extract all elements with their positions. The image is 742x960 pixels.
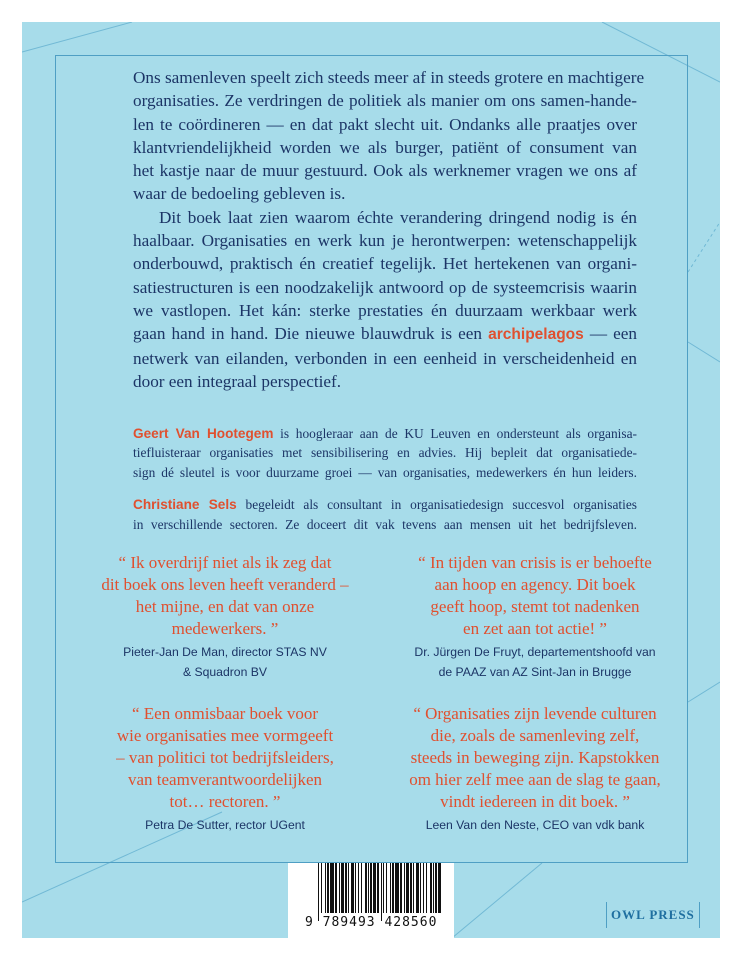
- blurb-line: satiestructuren is een noodzakelijk antwoord op de systeemcrisis waarin: [133, 277, 637, 297]
- isbn-barcode: [288, 863, 454, 938]
- endorsement-quote: [380, 552, 690, 682]
- blurb-line: netwerk van eilanden, verbonden in een eenheid in verscheidenheid en: [133, 348, 637, 368]
- blurb: [133, 66, 645, 393]
- bio-line: [133, 495, 637, 514]
- quote-line: steeds in beweging zijn. Kapstokken: [410, 748, 660, 767]
- bio-line: tiefluisteraar organisaties met sensibilisering en advies. Hij bepleit dat organisatiede-: [133, 445, 637, 461]
- quote-attribution: Dr. Jürgen De Fruyt, departementshoofd van: [414, 645, 656, 659]
- publisher-logo: OWL PRESS: [606, 902, 700, 928]
- bio-line: sign dé sleutel is voor duurzame groei — van organisaties, medewerkers én hun leiders.: [133, 464, 637, 480]
- quote-line: “ Organisaties zijn levende culturen: [413, 704, 657, 723]
- author-name: Christiane Sels: [133, 497, 237, 513]
- blurb-line: het kastje naar de muur gestuurd. Ook als werknemer vragen we ons af: [133, 161, 637, 181]
- quote-line: geeft hoop, stemt tot nadenken: [430, 597, 640, 616]
- blurb-line: organisaties. Ze verdringen de politiek als manier om ons samen-hande-: [133, 91, 637, 111]
- quote-line: – van politici tot bedrijfsleiders,: [116, 748, 334, 767]
- book-back-cover: [22, 22, 720, 938]
- quote-attribution: Pieter-Jan De Man, director STAS NV: [123, 645, 327, 659]
- quote-line: die, zoals de samenleving zelf,: [430, 726, 640, 745]
- endorsement-quote: [380, 703, 690, 836]
- quote-line: dit boek ons leven heeft veranderd –: [101, 575, 349, 594]
- barcode-bars: [318, 863, 443, 921]
- quote-line: het mijne, en dat van onze: [135, 597, 315, 616]
- quote-line: vindt iedereen in dit boek. ”: [440, 792, 630, 811]
- quote-line: “ Een onmisbaar boek voor: [132, 704, 318, 723]
- author-name: Geert Van Hootegem: [133, 426, 274, 441]
- quote-line: van teamverantwoordelijken: [127, 770, 322, 789]
- quote-line: tot… rectoren. ”: [169, 792, 281, 811]
- blurb-line: we vastlopen. Het kán: sterke prestaties én duurzaam werkbaar werk: [133, 300, 637, 320]
- endorsement-quote: [70, 552, 380, 682]
- endorsement-quote: [70, 703, 380, 836]
- quote-attribution: Petra De Sutter, rector UGent: [145, 818, 305, 832]
- blurb-line: klantvriendelijkheid worden we als burger, patiënt of consument van: [133, 137, 637, 157]
- quote-line: en zet aan tot actie! ”: [463, 619, 607, 638]
- author-bios: [133, 424, 637, 547]
- quote-line: medewerkers. ”: [171, 619, 279, 638]
- blurb-line: door een integraal perspectief.: [133, 371, 342, 391]
- bio-text: begeleidt als consultant in organisatiedesign succesvol organisaties: [236, 497, 637, 513]
- blurb-line: waar de bedoeling gebleven is.: [133, 184, 346, 204]
- blurb-line: len te coördineren — en dat pakt slecht uit. Ondanks alle praatjes over: [133, 114, 637, 134]
- quote-attribution: de PAAZ van AZ Sint-Jan in Brugge: [438, 664, 632, 679]
- blurb-line: onderbouwd, praktisch én creatief tegelijk. Het hertekenen van organi-: [133, 254, 637, 274]
- quote-line: aan hoop en agency. Dit boek: [434, 575, 636, 594]
- blurb-line-highlight: [133, 322, 637, 346]
- blurb-text: — een: [583, 324, 638, 344]
- blurb-line: haalbaar. Organisaties en werk kun je herontwerpen: wetenschappelijk: [133, 231, 637, 251]
- author-bio: [133, 424, 637, 482]
- bio-line: in verschillende sectoren. Ze doceert dit vak tevens aan mensen uit het bedrijfsleven.: [133, 516, 637, 532]
- quote-attribution: Leen Van den Neste, CEO van vdk bank: [425, 818, 645, 832]
- isbn-number: 9 789493 428560: [305, 915, 438, 930]
- quote-attribution: & Squadron BV: [182, 664, 267, 679]
- quote-line: “ In tijden van crisis is er behoefte: [418, 553, 652, 572]
- author-bio: [133, 495, 637, 534]
- bio-line: [133, 424, 637, 443]
- highlight-archipelagos: archipelagos: [488, 326, 584, 344]
- quote-line: wie organisaties mee vormgeeft: [116, 726, 334, 745]
- quote-line: “ Ik overdrijf niet als ik zeg dat: [118, 553, 332, 572]
- bio-text: is hoogleraar aan de KU Leuven en ondersteunt als organisa-: [273, 426, 637, 441]
- blurb-line: Dit boek laat zien waarom échte verandering dringend nodig is én: [159, 207, 637, 227]
- blurb-text: gaan hand in hand. Die nieuwe blauwdruk is een: [133, 324, 483, 344]
- quote-line: om hier zelf mee aan de slag te gaan,: [409, 770, 661, 789]
- blurb-line: Ons samenleven speelt zich steeds meer af in steeds grotere en machtigere: [133, 68, 645, 87]
